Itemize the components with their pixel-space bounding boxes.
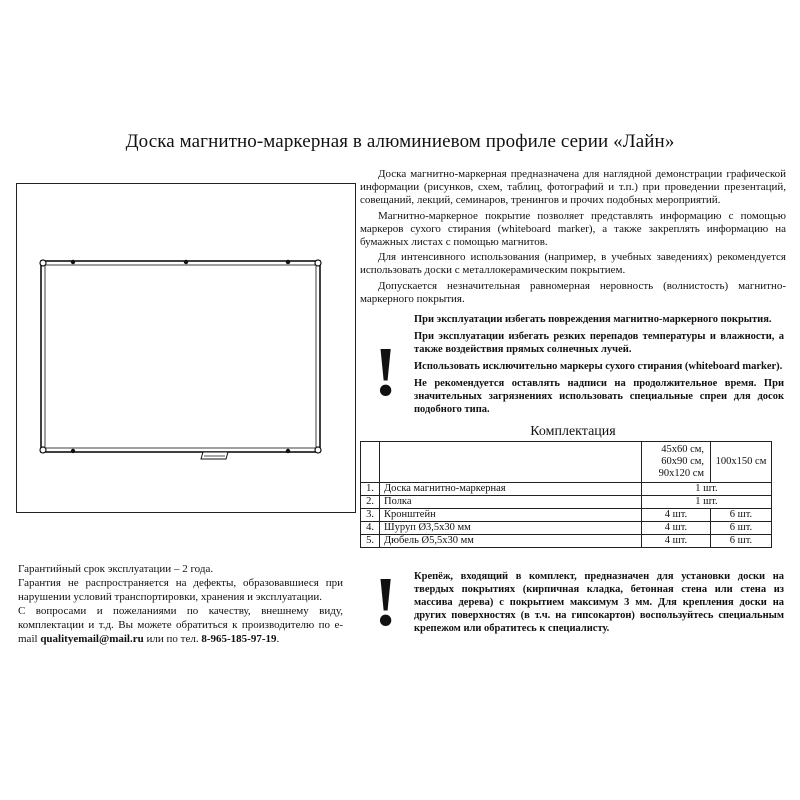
warning-item: Использовать исключительно маркеры сухого стирания (whiteboard marker). bbox=[414, 361, 783, 372]
warning-item: При эксплуатации избегать повреждения магнитно-маркерного покрытия. bbox=[414, 314, 772, 325]
warranty-line: Гарантия не распространяется на дефекты, образовавшиеся при нарушении условий транспортировки, хранения и эксплуатации. bbox=[18, 577, 343, 603]
warning-item: При эксплуатации избегать резких перепадов температуры и влажности, а также воздействия прямых солнечных лучей. bbox=[414, 331, 784, 355]
email-link[interactable]: qualityemail@mail.ru bbox=[40, 633, 144, 645]
description-paragraph: Для интенсивного использования (например, в учебных заведениях) рекомендуется использовать доски с металлокерамическим покрытием. bbox=[360, 251, 786, 277]
description-paragraph: Допускается незначительная равномерная неровность (волнистость) магнитно-маркерного покрытия. bbox=[360, 279, 786, 305]
corner-cap bbox=[40, 447, 46, 453]
exclamation-icon: ! bbox=[374, 564, 398, 641]
bracket bbox=[286, 449, 290, 453]
corner-cap bbox=[315, 447, 321, 453]
warnings-block bbox=[414, 313, 784, 420]
description-block bbox=[360, 168, 786, 306]
bracket bbox=[286, 260, 290, 264]
table-row: 3. Кронштейн 4 шт. 6 шт. bbox=[361, 509, 772, 522]
table-row: 2. Полка 1 шт. bbox=[361, 496, 772, 509]
kit-table bbox=[360, 441, 772, 548]
whiteboard-illustration bbox=[38, 258, 324, 464]
description-paragraph: Доска магнитно-маркерная предназначена для наглядной демонстрации графической информации (рисунков, схем, таблиц, фотографий и т.п.) при проведении презентаций, совещаний, лекций, семинаров, тренингов и прочих подобных мероприятий. bbox=[360, 168, 786, 207]
marker-tray bbox=[201, 452, 228, 459]
kit-header-large-size: 100х150 см bbox=[711, 442, 772, 483]
board-inner-surface bbox=[45, 265, 316, 448]
phone-number[interactable]: 8-965-185-97-19 bbox=[201, 633, 277, 645]
warning-item: Не рекомендуется оставлять надписи на продолжительное время. При значительных загрязнениях использовать специальные спреи для досок подобного типа. bbox=[414, 378, 784, 415]
fixing-note: Крепёж, входящий в комплект, предназначен для установки доски на твердых покрытиях (кирпичная кладка, бетонная стена или стена из массива дерева) с покрытием максимум 3 мм. Для крепления доски на других поверхностях (в т.ч. на гипсокартон) воспользуйтесь специальным крепежом или обратитесь к специалисту. bbox=[414, 571, 784, 634]
kit-header-small-sizes: 45х60 см, 60х90 см, 90х120 см bbox=[642, 442, 711, 483]
bracket bbox=[71, 260, 75, 264]
kit-header-num bbox=[361, 442, 380, 483]
table-row: 4. Шуруп Ø3,5х30 мм 4 шт. 6 шт. bbox=[361, 522, 772, 535]
page-title: Доска магнитно-маркерная в алюминиевом профиле серии «Лайн» bbox=[125, 131, 675, 152]
warranty-block bbox=[18, 562, 343, 646]
kit-header-name bbox=[380, 442, 642, 483]
bracket bbox=[184, 260, 188, 264]
corner-cap bbox=[315, 260, 321, 266]
warranty-contacts: С вопросами и пожеланиями по качеству, внешнему виду, комплектации и т.д. Вы можете обратиться к производителю по e-mail qualityemail@mail.ru или по тел. 8-965-185-97-19. bbox=[18, 605, 343, 645]
corner-cap bbox=[40, 260, 46, 266]
table-row: 5. Дюбель Ø5,5х30 мм 4 шт. 6 шт. bbox=[361, 535, 772, 548]
bracket bbox=[71, 449, 75, 453]
description-paragraph: Магнитно-маркерное покрытие позволяет представлять информацию с помощью маркеров сухого стирания (whiteboard marker), а также закреплять информацию на бумажных листах с помощью магнитов. bbox=[360, 209, 786, 249]
kit-header-row bbox=[361, 442, 772, 483]
kit-title: Комплектация bbox=[530, 424, 616, 439]
exclamation-icon: ! bbox=[374, 334, 398, 411]
warranty-line: Гарантийный срок эксплуатации – 2 года. bbox=[18, 563, 214, 575]
table-row: 1. Доска магнитно-маркерная 1 шт. bbox=[361, 483, 772, 496]
